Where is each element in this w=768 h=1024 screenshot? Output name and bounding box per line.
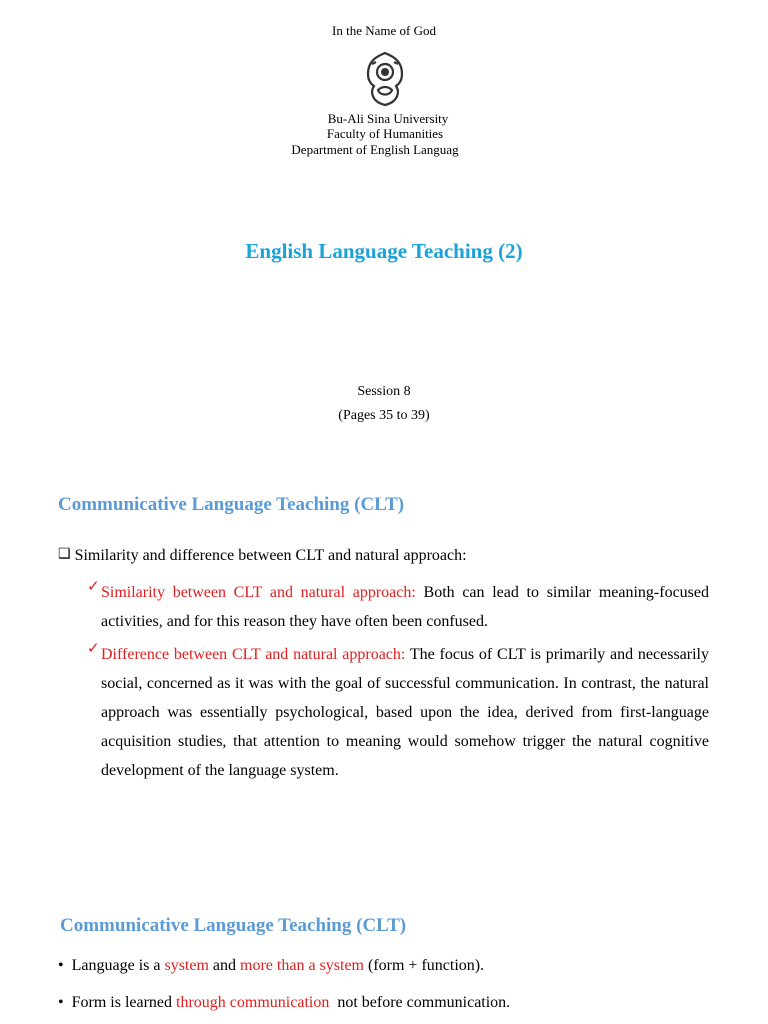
list-item-text: not before communication. [329,994,511,1011]
checkmark-icon: ✓ [87,579,100,595]
session-pages: (Pages 35 to 39) [338,408,430,423]
list-item-highlight: more than a system [240,957,364,974]
section1-bullet [58,547,718,565]
list-item-text: (form + function). [364,957,485,974]
similarity-label: Similarity between CLT and natural approach: [101,584,416,601]
list-item-text: and [208,957,241,974]
square-bullet-icon: ❑ [58,547,71,562]
bullet-dot-icon: • [58,957,64,974]
list-item [58,994,510,1012]
list-item [58,957,484,975]
university-name: Bu-Ali Sina University [327,111,449,126]
session-label: Session 8 [357,384,411,399]
faculty-name: Faculty of Humanities [326,126,444,141]
difference-text: The focus of CLT is primarily and necessarily social, concerned as it was with the goal of successful communication. In contrast, the natural approach was essentially psychological, based upon the idea, derived from first-language acquisition studies, that attention to meaning would somehow trigger the natural cognitive development of the language system. [101,646,710,779]
section1-heading: Communicative Language Teaching (CLT) [58,494,405,515]
university-logo-icon [362,50,408,108]
bullet-dot-icon: • [58,994,64,1011]
similarity-text: Both can lead to similar meaning-focused activities, and for this reason they have often been confused. [101,584,710,630]
section2-heading: Communicative Language Teaching (CLT) [60,915,407,936]
list-item-text: Form is learned [71,994,177,1011]
list-item-text: Language is a [71,957,165,974]
course-title: English Language Teaching (2) [245,239,523,263]
section1-item-difference [101,640,709,785]
difference-label: Difference between CLT and natural approach: [101,646,406,663]
header-top-line: In the Name of God [332,23,436,38]
list-item-highlight: system [164,957,209,974]
department-name: Department of English Languag [291,142,459,157]
list-item-highlight: through communication [176,994,330,1011]
section1-bullet-text: Similarity and difference between CLT and natural approach: [74,547,467,564]
section1-item-similarity [101,578,709,636]
checkmark-icon: ✓ [87,641,100,657]
